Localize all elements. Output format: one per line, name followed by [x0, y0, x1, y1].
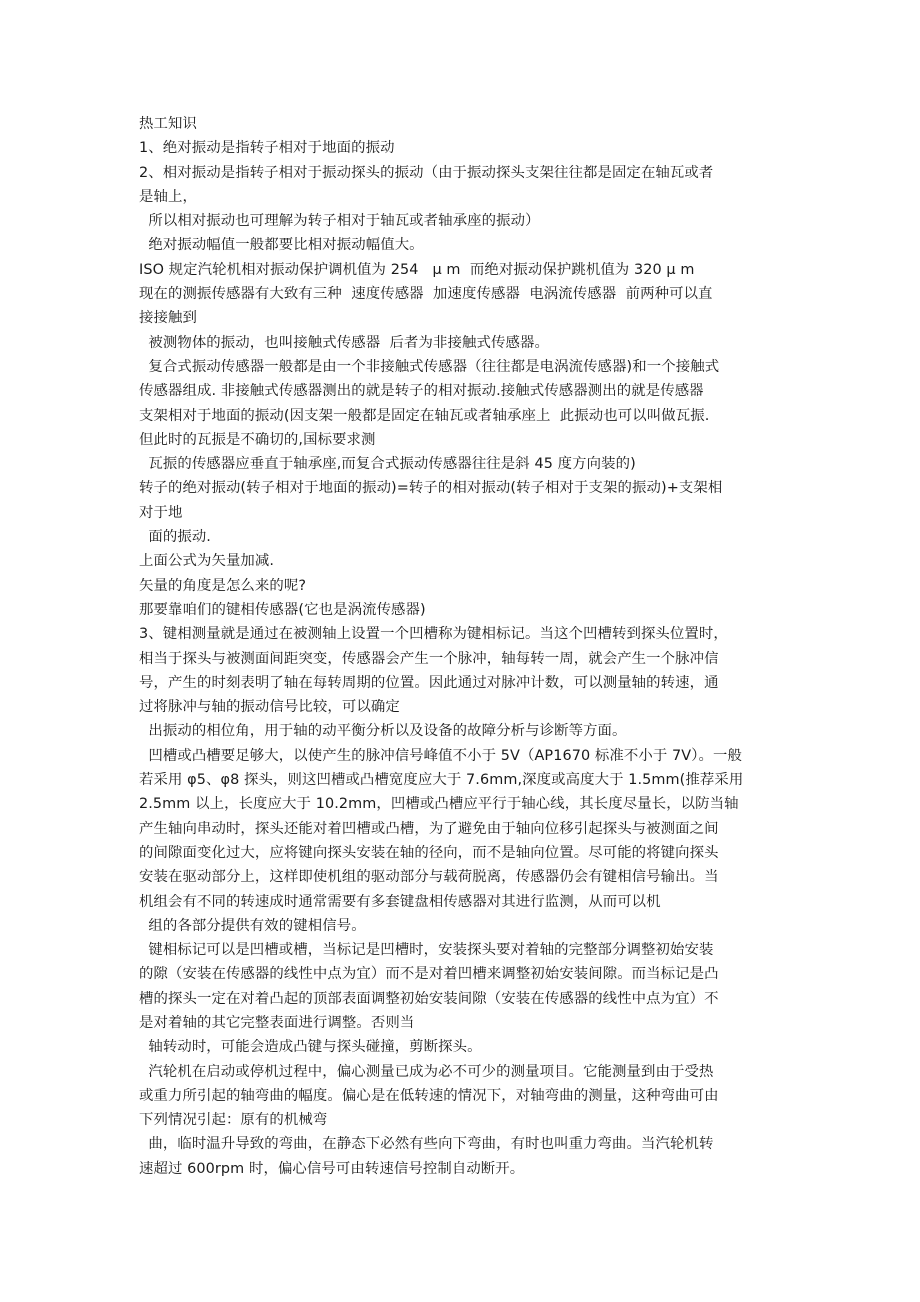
text-line: ISO 规定汽轮机相对振动保护调机值为 254 μ m 而绝对振动保护跳机值为 320 μ m: [139, 261, 695, 278]
text-line: 是对着轴的其它完整表面进行调整。否则当: [139, 1014, 415, 1031]
text-line: 号，产生的时刻表明了轴在每转周期的位置。因此通过对脉冲计数，可以测量轴的转速，通: [139, 674, 719, 691]
text-line: 键相标记可以是凹槽或槽，当标记是凹槽时，安装探头要对着轴的完整部分调整初始安装: [139, 942, 714, 959]
text-line: 复合式振动传感器一般都是由一个非接触式传感器（往往都是电涡流传感器)和一个接触式: [139, 358, 720, 375]
text-line: 现在的测振传感器有大致有三种 速度传感器 加速度传感器 电涡流传感器 前两种可以直: [139, 286, 713, 303]
text-line: 1、绝对振动是指转子相对于地面的振动: [139, 140, 395, 157]
text-line: 上面公式为矢量加减.: [139, 553, 275, 570]
text-line: 相当于探头与被测面间距突变，传感器会产生一个脉冲，轴每转一周，就会产生一个脉冲信: [139, 650, 719, 667]
text-line: 2、相对振动是指转子相对于振动探头的振动（由于振动探头支架往往都是固定在轴瓦或者: [139, 164, 714, 181]
text-line: 的隙（安装在传感器的线性中点为宜）而不是对着凹槽来调整初始安装间隙。而当标记是凸: [139, 966, 719, 983]
text-line: 或重力所引起的轴弯曲的幅度。偏心是在低转速的情况下，对轴弯曲的测量，这种弯曲可由: [139, 1087, 719, 1104]
text-line: 那要靠咱们的键相传感器(它也是涡流传感器): [139, 601, 426, 618]
text-line: 机组会有不同的转速成时通常需要有多套键盘相传感器对其进行监测，从而可以机: [139, 893, 661, 910]
text-line: 组的各部分提供有效的键相信号。: [139, 917, 366, 934]
text-line: 2.5mm 以上，长度应大于 10.2mm，凹槽或凸槽应平行于轴心线，其长度尽量长，以防当轴: [139, 796, 739, 813]
text-line: 下列情况引起：原有的机械弯: [139, 1112, 328, 1129]
text-line: 汽轮机在启动或停机过程中，偏心测量已成为必不可少的测量项目。它能测量到由于受热: [139, 1063, 714, 1080]
text-line: 轴转动时，可能会造成凸键与探头碰撞，剪断探头。: [139, 1039, 482, 1056]
text-line: 是轴上，: [139, 188, 197, 205]
text-line: 若采用 φ5、φ8 探头，则这凹槽或凸槽宽度应大于 7.6mm,深度或高度大于 1.5mm(推荐采用: [139, 772, 744, 789]
text-line: 的间隙面变化过大，应将键向探头安装在轴的径向，而不是轴向位置。尽可能的将键向探头: [139, 844, 719, 861]
text-line: 产生轴向串动时，探头还能对着凹槽或凸槽，为了避免由于轴向位移引起探头与被测面之间: [139, 820, 719, 837]
text-line: 安装在驱动部分上，这样即使机组的驱动部分与载荷脱离，传感器仍会有键相信号输出。当: [139, 869, 719, 886]
document-title: 热工知识: [139, 116, 197, 132]
text-line: 瓦振的传感器应垂直于轴承座,而复合式振动传感器往往是斜 45 度方向装的): [139, 456, 636, 473]
text-line: 传感器组成. 非接触式传感器测出的就是转子的相对振动.接触式传感器测出的就是传感器: [139, 383, 704, 400]
text-line: 被测物体的振动，也叫接触式传感器 后者为非接触式传感器。: [139, 334, 549, 351]
text-line: 曲，临时温升导致的弯曲，在静态下必然有些向下弯曲，有时也叫重力弯曲。当汽轮机转: [139, 1136, 714, 1153]
text-line: 支架相对于地面的振动(因支架一般都是固定在轴瓦或者轴承座上 此振动也可以叫做瓦振.: [139, 407, 710, 424]
text-line: 矢量的角度是怎么来的呢?: [139, 577, 307, 594]
text-line: 速超过 600rpm 时，偏心信号可由转速信号控制自动断开。: [139, 1160, 525, 1177]
text-line: 对于地: [139, 504, 183, 521]
text-line: 接接触到: [139, 310, 197, 327]
document-body: [139, 112, 789, 1181]
text-line: 面的振动.: [139, 529, 211, 546]
text-line: 槽的探头一定在对着凸起的顶部表面调整初始安装间隙（安装在传感器的线性中点为宜）不: [139, 990, 719, 1007]
text-line: 绝对振动幅值一般都要比相对振动幅值大。: [139, 237, 424, 254]
text-line: 所以相对振动也可理解为转子相对于轴瓦或者轴承座的振动）: [139, 213, 540, 230]
text-line: 出振动的相位角，用于轴的动平衡分析以及设备的故障分析与诊断等方面。: [139, 723, 627, 740]
text-line: 凹槽或凸槽要足够大，以使产生的脉冲信号峰值不小于 5V（AP1670 标准不小于 7V）。一般: [139, 747, 743, 764]
text-line: 但此时的瓦振是不确切的,国标要求测: [139, 431, 376, 448]
text-line: 转子的绝对振动(转子相对于地面的振动)=转子的相对振动(转子相对于支架的振动)+支架相: [139, 480, 723, 497]
text-line: 过将脉冲与轴的振动信号比较，可以确定: [139, 699, 400, 716]
text-line: 3、键相测量就是通过在被测轴上设置一个凹槽称为键相标记。当这个凹槽转到探头位置时，: [139, 626, 728, 643]
